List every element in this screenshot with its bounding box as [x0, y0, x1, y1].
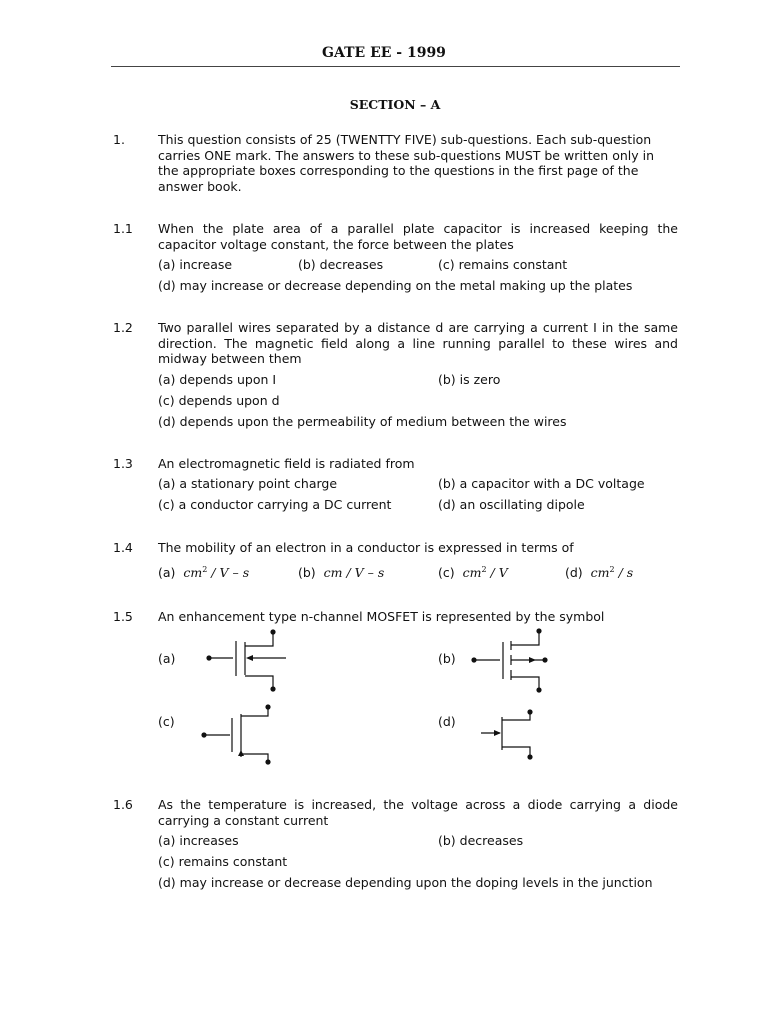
question-number: 1.5 — [113, 609, 133, 624]
question-text: As the temperature is increased, the voltage across a diode carrying a diode carrying a constant current — [158, 797, 678, 828]
option-a: (a) depends upon I — [158, 372, 277, 387]
option-b: (b) decreases — [298, 257, 384, 272]
option-a: (a) $cm^2$ / V – s — [158, 565, 250, 580]
option-a: (a) increases — [158, 833, 239, 848]
option-d: (d) $cm^2$ / s — [565, 565, 634, 580]
option-d: (d) may increase or decrease depending upon the doping levels in the junction — [158, 875, 653, 890]
option-c: (c) $cm^2$ / V — [438, 565, 508, 580]
option-d: (d) an oscillating dipole — [438, 497, 585, 512]
question-text: The mobility of an electron in a conductor is expressed in terms of — [158, 540, 574, 555]
question-text: Two parallel wires separated by a distance d are carrying a current I in the same direction. The magnetic field along a line running parallel to these wires and midway between them — [158, 320, 678, 366]
option-d: (d) may increase or decrease depending on the metal making up the plates — [158, 278, 633, 293]
question-number: 1.6 — [113, 797, 133, 812]
question-number: 1.2 — [113, 320, 133, 335]
section-heading: SECTION – A — [349, 97, 441, 112]
option-b: (b) decreases — [438, 833, 524, 848]
option-b: (b) a capacitor with a DC voltage — [438, 476, 645, 491]
option-b-expression: cm / V – s — [323, 565, 385, 580]
option-c: (c) remains constant — [438, 257, 568, 272]
question-number: 1. — [113, 132, 125, 147]
question-text: This question consists of 25 (TWENTTY FIVE) sub-questions. Each sub-question carries ONE mark. The answers to these sub-questions MUST be written only in the appropriate boxes corresponding to the questions in the first page of the answer book. — [158, 132, 655, 194]
option-b: (b) — [438, 651, 456, 666]
question-text: When the plate area of a parallel plate capacitor is increased keeping the capacitor voltage constant, the force between the plates — [158, 221, 678, 252]
question-number: 1.4 — [113, 540, 133, 555]
question-text: An electromagnetic field is radiated from — [158, 456, 415, 471]
option-a: (a) increase — [158, 257, 233, 272]
option-a: (a) — [158, 651, 176, 666]
option-c: (c) a conductor carrying a DC current — [158, 497, 392, 512]
question-number: 1.1 — [113, 221, 133, 236]
option-a-expression: $cm^2$ / V – s — [183, 565, 250, 580]
question-number: 1.3 — [113, 456, 133, 471]
option-a: (a) a stationary point charge — [158, 476, 338, 491]
option-c-expression: $cm^2$ / V — [462, 565, 508, 580]
option-d-expression: $cm^2$ / s — [590, 565, 634, 580]
option-c: (c) — [158, 714, 175, 729]
option-d: (d) — [438, 714, 456, 729]
option-c: (c) remains constant — [158, 854, 288, 869]
option-b: (b) cm / V – s — [298, 565, 385, 580]
page-title: GATE EE - 1999 — [322, 45, 446, 61]
option-b: (b) is zero — [438, 372, 501, 387]
option-d: (d) depends upon the permeability of medium between the wires — [158, 414, 567, 429]
option-c: (c) depends upon d — [158, 393, 280, 408]
question-text: An enhancement type n-channel MOSFET is represented by the symbol — [158, 609, 605, 624]
